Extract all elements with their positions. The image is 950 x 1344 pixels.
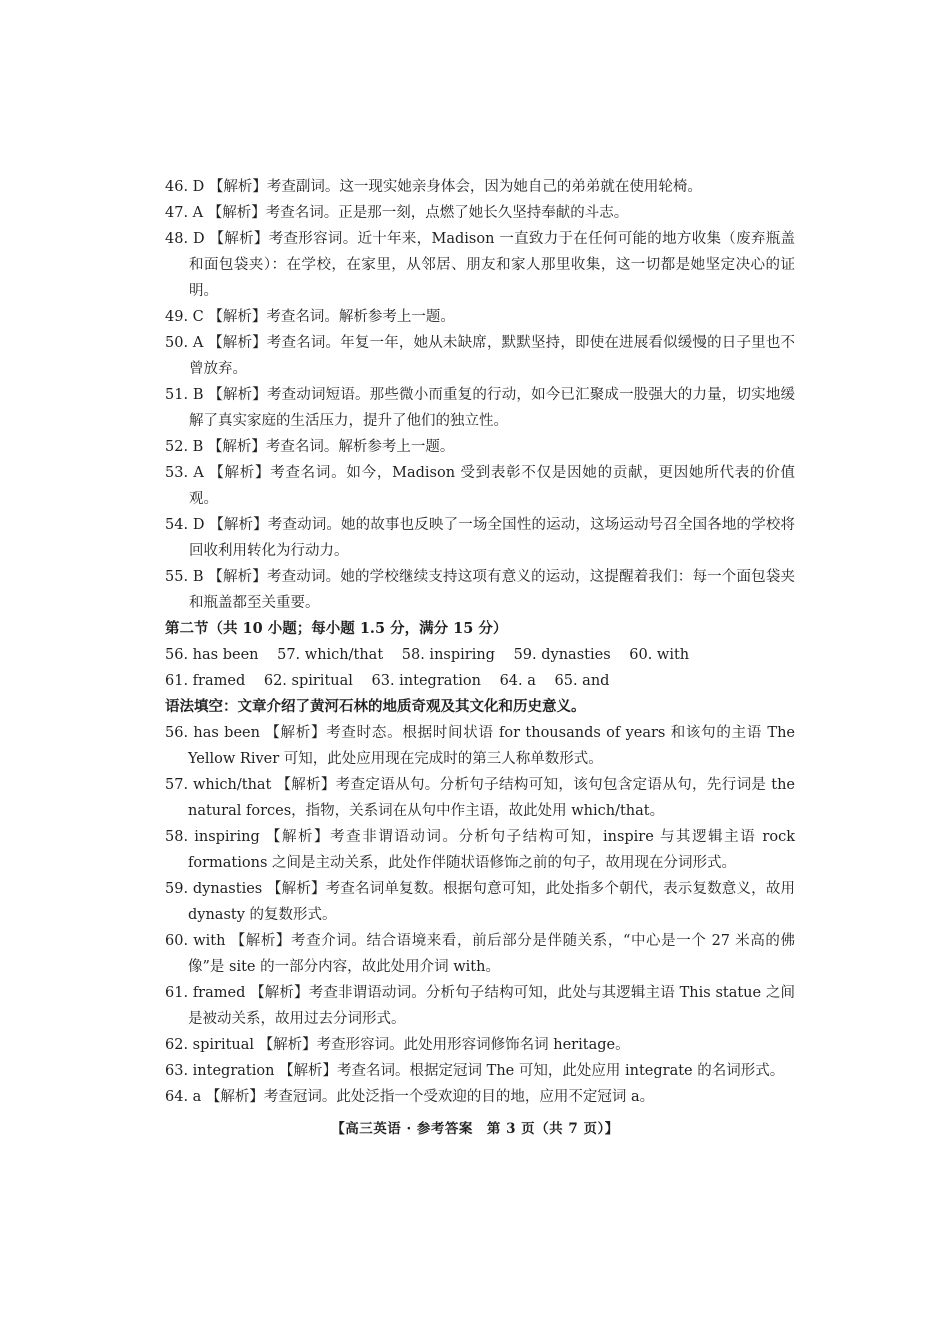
explanation-62: 62. spiritual 【解析】考查形容词。此处用形容词修饰名词 heritage。	[165, 1037, 630, 1053]
answer-key: 62. spiritual	[263, 673, 353, 689]
explanation-60: 60. with 【解析】考查介词。结合语境来看，前后部分是伴随关系，“中心是一个 27 米高的佛像”是 site 的一部分内容，故此处用介词 with。	[165, 933, 795, 975]
explanation-56: 56. has been 【解析】考查时态。根据时间状语 for thousands of years 和该句的主语 The Yellow River 可知，此处应用现在完成时的第三人称单数形式。	[165, 725, 795, 767]
answer-49: 49. C 【解析】考查名词。解析参考上一题。	[165, 309, 455, 325]
answer-key: 61. framed	[165, 673, 246, 689]
answer-key: 60. with	[629, 647, 690, 663]
answer-key: 59. dynasties	[513, 647, 611, 663]
answer-54: 54. D 【解析】考查动词。她的故事也反映了一场全国性的运动，这场运动号召全国各地的学校将回收利用转化为行动力。	[165, 517, 795, 559]
explanation-63: 63. integration 【解析】考查名词。根据定冠词 The 可知，此处应用 integrate 的名词形式。	[165, 1063, 785, 1079]
answer-key-row-2	[165, 668, 795, 694]
answer-52: 52. B 【解析】考查名词。解析参考上一题。	[165, 439, 455, 455]
answer-content	[165, 174, 795, 1110]
answer-key: 56. has been	[165, 647, 259, 663]
explanation-58: 58. inspiring 【解析】考查非谓语动词。分析句子结构可知，inspire 与其逻辑主语 rock formations 之间是主动关系，此处作伴随状语修饰之前的句子，故用现在分词形式。	[165, 829, 795, 871]
answer-46: 46. D 【解析】考查副词。这一现实她亲身体会，因为她自己的弟弟就在使用轮椅。	[165, 179, 702, 195]
answer-51: 51. B 【解析】考查动词短语。那些微小而重复的行动，如今已汇聚成一股强大的力量，切实地缓解了真实家庭的生活压力，提升了他们的独立性。	[165, 387, 795, 429]
page-footer: 【高三英语 · 参考答案 第 3 页（共 7 页）】	[331, 1121, 619, 1137]
answer-key-row-1	[165, 642, 795, 668]
explanation-57: 57. which/that 【解析】考查定语从句。分析句子结构可知，该句包含定语从句，先行词是 the natural forces，指物，关系词在从句中作主语，故此处用 which/that。	[165, 777, 795, 819]
answer-53: 53. A 【解析】考查名词。如今，Madison 受到表彰不仅是因她的贡献，更因她所代表的价值观。	[165, 465, 795, 507]
answer-key: 63. integration	[371, 673, 481, 689]
explanation-64: 64. a 【解析】考查冠词。此处泛指一个受欢迎的目的地，应用不定冠词 a。	[165, 1089, 655, 1105]
explanation-61: 61. framed 【解析】考查非谓语动词。分析句子结构可知，此处与其逻辑主语 This statue 之间是被动关系，故用过去分词形式。	[165, 985, 795, 1027]
explanation-59: 59. dynasties 【解析】考查名词单复数。根据句意可知，此处指多个朝代，表示复数意义，故用 dynasty 的复数形式。	[165, 881, 795, 923]
answer-key: 58. inspiring	[401, 647, 495, 663]
section-title: 第二节（共 10 小题；每小题 1.5 分，满分 15 分）	[165, 620, 508, 637]
answer-50: 50. A 【解析】考查名词。年复一年，她从未缺席，默默坚持，即使在进展看似缓慢的日子里也不曾放弃。	[165, 335, 795, 377]
answer-key: 57. which/that	[277, 647, 384, 663]
answer-key: 64. a	[499, 673, 536, 689]
answer-47: 47. A 【解析】考查名词。正是那一刻，点燃了她长久坚持奉献的斗志。	[165, 205, 629, 221]
answer-48: 48. D 【解析】考查形容词。近十年来，Madison 一直致力于在任何可能的地方收集（废弃瓶盖和面包袋夹）：在学校，在家里，从邻居、朋友和家人那里收集，这一切都是她坚定决心的证明。	[165, 231, 795, 299]
passage-summary: 语法填空：文章介绍了黄河石林的地质奇观及其文化和历史意义。	[165, 698, 586, 715]
answer-55: 55. B 【解析】考查动词。她的学校继续支持这项有意义的运动，这提醒着我们：每一个面包袋夹和瓶盖都至关重要。	[165, 569, 795, 611]
answer-key: 65. and	[554, 673, 610, 689]
